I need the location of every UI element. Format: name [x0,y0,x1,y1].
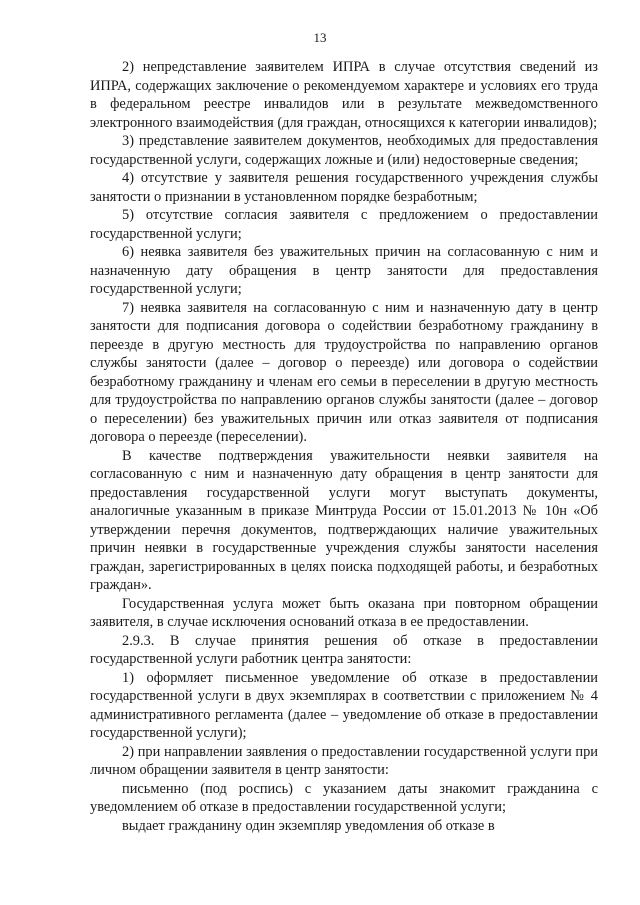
page-number: 13 [313,30,327,45]
document-body [90,58,598,835]
paragraph: 7) неявка заявителя на согласованную с ним и назначенную дату в центр занятости для подписания договора о содействии безработному гражданину в переезде в другую местность для трудоустройства по направлению органов службы занятости (далее – договор о переезде) или договора о содействии безработному гражданину и членам его семьи в переселении в другую местность для трудоустройства по направлению органов службы занятости (далее – договор о переселении) без уважительных причин или отказ заявителя от подписания договора о переезде (переселении). [90,299,598,445]
paragraph: 4) отсутствие у заявителя решения государственного учреждения службы занятости о признании в установленном порядке безработным; [90,170,598,205]
paragraph: Государственная услуга может быть оказана при повторном обращении заявителя, в случае исключения оснований отказа в ее предоставлении. [90,595,598,630]
paragraph: В качестве подтверждения уважительности неявки заявителя на согласованную с ним и назначенную дату обращения в центр занятости для предоставления государственной услуги могут выступать документы, аналогичные указанным в приказе Минтруда России от 15.01.2013 № 10н «Об утверждении перечня документов, подтверждающих наличие уважительных причин неявки в государственные учреждения службы занятости населения граждан, зарегистрированных в целях поиска подходящей работы, и безработных граждан». [90,447,598,593]
paragraph: 6) неявка заявителя без уважительных причин на согласованную с ним и назначенную дату обращения в центр занятости для предоставления государственной услуги; [90,244,598,297]
paragraph: письменно (под роспись) с указанием даты знакомит гражданина с уведомлением об отказе в предоставлении государственной услуги; [90,780,598,815]
paragraph: 5) отсутствие согласия заявителя с предложением о предоставлении государственной услуги; [90,207,598,242]
paragraph: выдает гражданину один экземпляр уведомления об отказе в [122,817,495,834]
paragraph: 1) оформляет письменное уведомление об отказе в предоставлении государственной услуги в двух экземплярах в соответствии с приложением № 4 административного регламента (далее – уведомление об отказе в предоставлении государственной услуги); [90,669,598,741]
paragraph: 2) непредставление заявителем ИПРА в случае отсутствия сведений из ИПРА, содержащих заключение о рекомендуемом характере и условиях его труда в федеральном реестре инвалидов или в результате межведомственного электронного взаимодействия (для граждан, относящихся к категории инвалидов); [90,59,598,131]
paragraph: 2) при направлении заявления о предоставлении государственной услуги при личном обращении заявителя в центр занятости: [90,743,598,778]
paragraph: 3) представление заявителем документов, необходимых для предоставления государственной услуги, содержащих ложные и (или) недостоверные сведения; [90,133,598,168]
paragraph: 2.9.3. В случае принятия решения об отказе в предоставлении государственной услуги работник центра занятости: [90,632,598,667]
